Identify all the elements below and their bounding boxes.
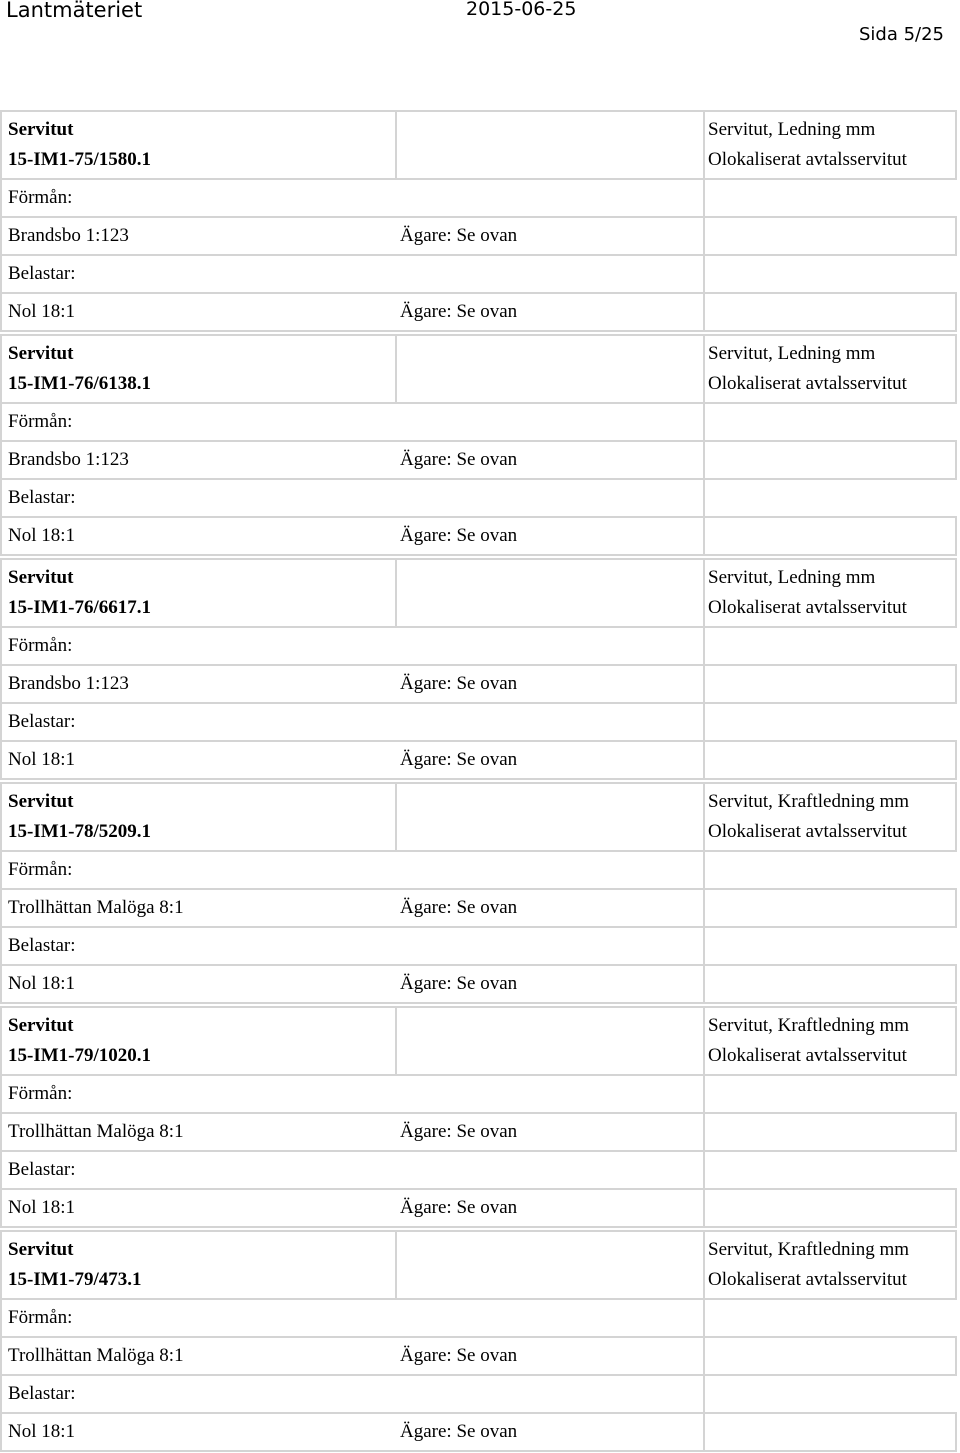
forman-row — [0, 1112, 705, 1152]
servitut-record — [0, 782, 960, 1005]
record-category-cell — [703, 1006, 957, 1076]
belastar-label: Belastar: — [8, 1383, 76, 1404]
belastar-extra-cell — [703, 964, 957, 1004]
record-id: 15-IM1-76/6138.1 — [8, 373, 152, 394]
record-type: Servitut — [8, 1015, 74, 1036]
belastar-label-cell — [0, 478, 705, 518]
belastar-property: Nol 18:1 — [8, 301, 76, 322]
record-middle-cell — [395, 782, 705, 852]
belastar-owner: Ägare: Se ovan — [400, 1421, 518, 1442]
belastar-property: Nol 18:1 — [8, 973, 76, 994]
record-kind: Olokaliserat avtalsservitut — [708, 1045, 907, 1066]
belastar-label: Belastar: — [8, 1159, 76, 1180]
organization-name: Lantmäteriet — [6, 0, 143, 22]
forman-extra-cell — [703, 1336, 957, 1376]
forman-row — [0, 664, 705, 704]
forman-label-cell — [0, 402, 705, 442]
forman-label-cell — [0, 1074, 705, 1114]
forman-label-cell — [0, 178, 705, 218]
record-middle-cell — [395, 1006, 705, 1076]
record-category: Servitut, Ledning mm — [708, 119, 876, 140]
forman-owner: Ägare: Se ovan — [400, 673, 518, 694]
belastar-extra-cell — [703, 740, 957, 780]
forman-label: Förmån: — [8, 1307, 73, 1328]
forman-label: Förmån: — [8, 1083, 73, 1104]
belastar-label-cell — [0, 1374, 705, 1414]
forman-extra-cell — [703, 440, 957, 480]
forman-property: Brandsbo 1:123 — [8, 449, 129, 470]
record-middle-cell — [395, 1230, 705, 1300]
record-category: Servitut, Kraftledning mm — [708, 1239, 910, 1260]
belastar-label-cell — [0, 702, 705, 742]
record-middle-cell — [395, 110, 705, 180]
record-id-cell — [0, 782, 397, 852]
page-number: Sida 5/25 — [858, 24, 944, 45]
belastar-label: Belastar: — [8, 487, 76, 508]
belastar-extra-cell — [703, 1188, 957, 1228]
record-type: Servitut — [8, 119, 74, 140]
forman-row — [0, 1336, 705, 1376]
record-id-cell — [0, 110, 397, 180]
belastar-extra-cell — [703, 292, 957, 332]
forman-label-cell — [0, 850, 705, 890]
record-id-cell — [0, 1230, 397, 1300]
record-category: Servitut, Kraftledning mm — [708, 1015, 910, 1036]
forman-property: Trollhättan Malöga 8:1 — [8, 1345, 184, 1366]
forman-row — [0, 440, 705, 480]
record-type: Servitut — [8, 567, 74, 588]
servitut-record — [0, 1006, 960, 1229]
record-category-cell — [703, 1230, 957, 1300]
forman-owner: Ägare: Se ovan — [400, 897, 518, 918]
forman-property: Brandsbo 1:123 — [8, 673, 129, 694]
belastar-label: Belastar: — [8, 935, 76, 956]
record-category-cell — [703, 782, 957, 852]
forman-property: Trollhättan Malöga 8:1 — [8, 1121, 184, 1142]
belastar-owner: Ägare: Se ovan — [400, 301, 518, 322]
record-id-cell — [0, 558, 397, 628]
record-id: 15-IM1-79/1020.1 — [8, 1045, 152, 1066]
belastar-owner: Ägare: Se ovan — [400, 1197, 518, 1218]
belastar-property: Nol 18:1 — [8, 525, 76, 546]
belastar-owner: Ägare: Se ovan — [400, 749, 518, 770]
servitut-record — [0, 334, 960, 557]
document-date: 2015-06-25 — [466, 0, 577, 20]
forman-owner: Ägare: Se ovan — [400, 1345, 518, 1366]
forman-extra-cell — [703, 216, 957, 256]
belastar-label-cell — [0, 254, 705, 294]
forman-label-cell — [0, 1298, 705, 1338]
belastar-row — [0, 516, 705, 556]
belastar-label-cell — [0, 926, 705, 966]
record-id: 15-IM1-76/6617.1 — [8, 597, 152, 618]
belastar-property: Nol 18:1 — [8, 1197, 76, 1218]
forman-property: Brandsbo 1:123 — [8, 225, 129, 246]
forman-label: Förmån: — [8, 187, 73, 208]
record-category-cell — [703, 334, 957, 404]
forman-owner: Ägare: Se ovan — [400, 1121, 518, 1142]
record-category-cell — [703, 110, 957, 180]
record-type: Servitut — [8, 1239, 74, 1260]
record-middle-cell — [395, 558, 705, 628]
belastar-owner: Ägare: Se ovan — [400, 973, 518, 994]
forman-owner: Ägare: Se ovan — [400, 225, 518, 246]
record-category: Servitut, Kraftledning mm — [708, 791, 910, 812]
belastar-extra-cell — [703, 1412, 957, 1452]
record-kind: Olokaliserat avtalsservitut — [708, 597, 907, 618]
belastar-row — [0, 964, 705, 1004]
forman-label: Förmån: — [8, 635, 73, 656]
record-id: 15-IM1-78/5209.1 — [8, 821, 152, 842]
record-kind: Olokaliserat avtalsservitut — [708, 373, 907, 394]
record-type: Servitut — [8, 343, 74, 364]
belastar-owner: Ägare: Se ovan — [400, 525, 518, 546]
belastar-row — [0, 1188, 705, 1228]
forman-row — [0, 888, 705, 928]
record-id: 15-IM1-75/1580.1 — [8, 149, 152, 170]
record-category: Servitut, Ledning mm — [708, 567, 876, 588]
forman-label: Förmån: — [8, 859, 73, 880]
servitut-record — [0, 1230, 960, 1453]
record-category: Servitut, Ledning mm — [708, 343, 876, 364]
belastar-label: Belastar: — [8, 711, 76, 732]
record-id: 15-IM1-79/473.1 — [8, 1269, 142, 1290]
record-kind: Olokaliserat avtalsservitut — [708, 1269, 907, 1290]
forman-row — [0, 216, 705, 256]
forman-label: Förmån: — [8, 411, 73, 432]
record-kind: Olokaliserat avtalsservitut — [708, 149, 907, 170]
belastar-row — [0, 740, 705, 780]
forman-owner: Ägare: Se ovan — [400, 449, 518, 470]
belastar-label-cell — [0, 1150, 705, 1190]
belastar-label: Belastar: — [8, 263, 76, 284]
record-id-cell — [0, 1006, 397, 1076]
forman-property: Trollhättan Malöga 8:1 — [8, 897, 184, 918]
belastar-property: Nol 18:1 — [8, 1421, 76, 1442]
servitut-record — [0, 558, 960, 781]
record-id-cell — [0, 334, 397, 404]
forman-extra-cell — [703, 888, 957, 928]
belastar-extra-cell — [703, 516, 957, 556]
servitut-record — [0, 110, 960, 333]
record-category-cell — [703, 558, 957, 628]
record-kind: Olokaliserat avtalsservitut — [708, 821, 907, 842]
forman-label-cell — [0, 626, 705, 666]
record-type: Servitut — [8, 791, 74, 812]
belastar-row — [0, 292, 705, 332]
forman-extra-cell — [703, 1112, 957, 1152]
belastar-row — [0, 1412, 705, 1452]
forman-extra-cell — [703, 664, 957, 704]
belastar-property: Nol 18:1 — [8, 749, 76, 770]
record-middle-cell — [395, 334, 705, 404]
